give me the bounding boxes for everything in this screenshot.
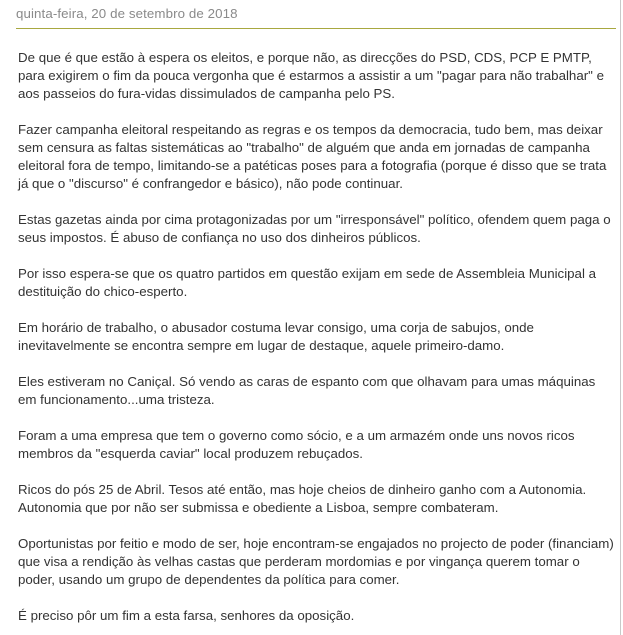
post-paragraph-10: É preciso pôr um fim a esta farsa, senhores da oposição.: [18, 608, 355, 623]
post-paragraph-6: Eles estiveram no Caniçal. Só vendo as caras de espanto com que olhavam para umas máquinas em funcionamento...uma tristeza.: [18, 374, 596, 407]
post-paragraph-3: Estas gazetas ainda por cima protagonizadas por um "irresponsável" político, ofendem quem paga o seus impostos. É abuso de confiança no uso dos dinheiros públicos.: [18, 212, 611, 245]
post-paragraph-8: Ricos do pós 25 de Abril. Tesos até então, mas hoje cheios de dinheiro ganho com a Autonomia. Autonomia que por não ser submissa e obediente a Lisboa, sempre combateram.: [18, 482, 587, 515]
post-paragraph-2: Fazer campanha eleitoral respeitando as regras e os tempos da democracia, tudo bem, mas deixar sem censura as faltas sistemáticas ao "trabalho" de alguém que anda em jornadas de campanha eleitoral fora de tempo, limitando-se a patéticas poses para a fotografia (porque é disso que se trata já que o "discurso" é confrangedor e básico), não pode continuar.: [18, 122, 607, 191]
header-divider: [16, 28, 616, 29]
post-paragraph-7: Foram a uma empresa que tem o governo como sócio, e a um armazém onde uns novos ricos membros da "esquerda caviar" local produzem rebuçados.: [18, 428, 575, 461]
post-paragraph-4: Por isso espera-se que os quatro partidos em questão exijam em sede de Assembleia Municipal a destituição do chico-esperto.: [18, 266, 596, 299]
post-date-header: quinta-feira, 20 de setembro de 2018: [16, 6, 238, 21]
post-paragraph-1: De que é que estão à espera os eleitos, e porque não, as direcções do PSD, CDS, PCP E PMTP, para exigirem o fim da pouca vergonha que é estarmos a assistir a um "pagar para não trabalhar" e aos passeios do fura-vidas dissimulados de campanha pelo PS.: [18, 50, 604, 101]
post-body: [18, 49, 614, 635]
post-paragraph-5: Em horário de trabalho, o abusador costuma levar consigo, uma corja de sabujos, onde inevitavelmente se encontra sempre em lugar de destaque, aquele primeiro-damo.: [18, 320, 534, 353]
post-paragraph-9: Oportunistas por feitio e modo de ser, hoje encontram-se engajados no projecto de poder (financiam) que visa a rendição às velhas castas que perderam mordomias e por vingança querem tomar o poder, usando um grupo de dependentes da política para comer.: [18, 536, 614, 587]
